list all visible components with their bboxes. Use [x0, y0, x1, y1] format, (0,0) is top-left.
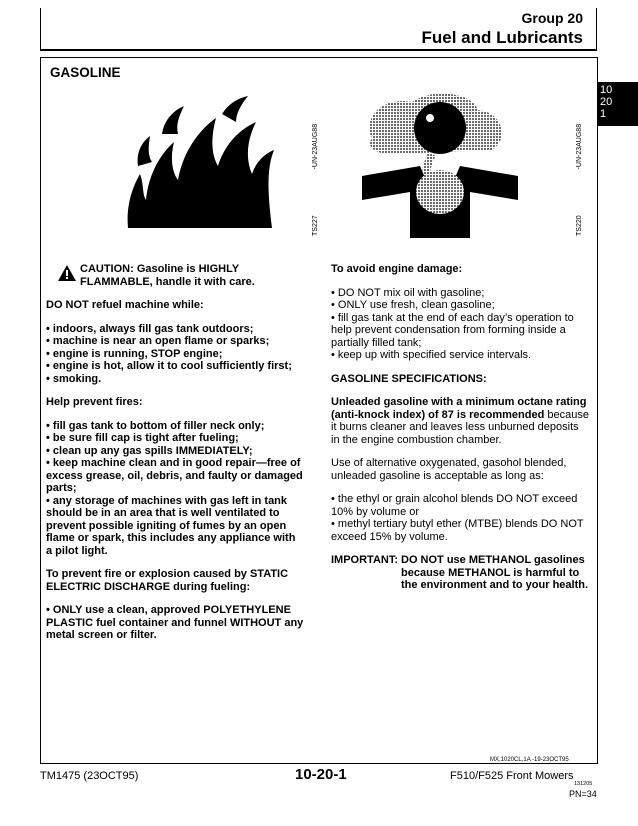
caution-line-1: CAUTION: Gasoline is HIGHLY — [80, 263, 240, 275]
spec-rest: because it burns cleaner and leaves less unburned deposits in the engine combustion chamber. — [331, 408, 589, 446]
list-item: • indoors, always fill gas tank outdoors; — [46, 322, 254, 335]
footer-manual-id: TM1475 (23OCT95) — [40, 770, 139, 782]
caution-block — [46, 263, 304, 288]
do-not-heading: DO NOT refuel machine while: — [46, 299, 204, 311]
tab-line: 10 — [600, 84, 613, 96]
list-item: • methyl tertiary butyl ether (MTBE) blends DO NOT exceed 15% by volume. — [331, 518, 584, 543]
footer-pn: PN=34 — [569, 789, 597, 799]
fumes-illustration — [352, 88, 522, 238]
list-item: • engine is hot, allow it to cool sufficiently first; — [46, 360, 292, 372]
section-tab-labels — [600, 84, 636, 120]
list-item: • any storage of machines with gas left in tank should be in an area that is well ventilated to prevent possible igniting of fumes by an open flame or spark, this includes any appliance with a pilot light. — [46, 494, 296, 557]
document-code: MX,1020CL,1A -19-23OCT95 — [490, 757, 569, 763]
list-item: • the ethyl or grain alcohol blends DO NOT exceed 10% by volume or — [331, 493, 578, 518]
alt-paragraph: Use of alternative oxygenated, gasohol blended, unleaded gasoline is acceptable as long as: — [331, 457, 567, 482]
header-divider — [40, 49, 597, 51]
list-item: • clean up any gas spills IMMEDIATELY; — [46, 444, 253, 457]
list-item: • DO NOT mix oil with gasoline; — [331, 286, 485, 299]
list-item: • fill gas tank to bottom of filler neck only; — [46, 419, 265, 432]
list-item: • be sure fill cap is tight after fueling; — [46, 432, 239, 444]
figure-id: TS227 — [312, 215, 319, 236]
list-item: • keep machine clean and in good repair—free of excess grease, oil, debris, and faulty or damaged parts; — [46, 457, 303, 494]
figure-date: -UN-23AUG88 — [576, 123, 583, 170]
important-label: IMPORTANT: — [331, 554, 399, 566]
figure-ref-right — [576, 124, 583, 236]
tab-line: 1 — [600, 108, 607, 120]
list-item: • machine is near an open flame or sparks; — [46, 335, 270, 347]
section-title: GASOLINE — [50, 65, 121, 80]
header-rule-left — [40, 8, 41, 50]
list-item: • keep up with specified service intervals. — [331, 349, 532, 361]
important-note — [331, 554, 589, 592]
left-column — [46, 263, 304, 642]
caution-line-2: FLAMMABLE, handle it with care. — [80, 275, 255, 288]
spec-bold: Unleaded gasoline with a minimum octane rating (anti-knock index) of 87 is recommended — [331, 396, 587, 421]
warning-triangle-icon — [58, 265, 76, 281]
list-item: • fill gas tank at the end of each day’s operation to help prevent condensation from forming inside a partially filled tank; — [331, 311, 574, 349]
list-item: • ONLY use fresh, clean gasoline; — [331, 299, 495, 311]
figure-date: -UN-23AUG88 — [312, 123, 319, 170]
right-column — [331, 263, 589, 592]
static-heading: To prevent fire or explosion caused by STATIC ELECTRIC DISCHARGE during fueling: — [46, 568, 289, 593]
footer-code: 131205 — [574, 781, 593, 787]
figure-ref-left — [312, 124, 319, 236]
figure-id: TS220 — [576, 215, 583, 236]
header-rule-right — [596, 8, 597, 50]
tab-line: 20 — [600, 96, 613, 108]
header-title: Fuel and Lubricants — [421, 28, 583, 47]
list-item: • engine is running, STOP engine; — [46, 347, 223, 360]
footer-page-number: 10-20-1 — [295, 766, 347, 783]
list-item: • ONLY use a clean, approved POLYETHYLENE PLASTIC fuel container and funnel WITHOUT any metal screen or filter. — [46, 604, 304, 641]
spec-paragraph — [331, 396, 589, 446]
flames-illustration — [118, 96, 278, 228]
avoid-heading: To avoid engine damage: — [331, 263, 463, 275]
important-text: DO NOT use METHANOL gasolines because METHANOL is harmful to the environment and to your health. — [401, 554, 589, 591]
spec-heading: GASOLINE SPECIFICATIONS: — [331, 372, 487, 385]
list-item: • smoking. — [46, 372, 102, 385]
header-group: Group 20 — [521, 10, 583, 26]
prevent-heading: Help prevent fires: — [46, 396, 143, 408]
footer-product: F510/F525 Front Mowers — [450, 770, 574, 782]
